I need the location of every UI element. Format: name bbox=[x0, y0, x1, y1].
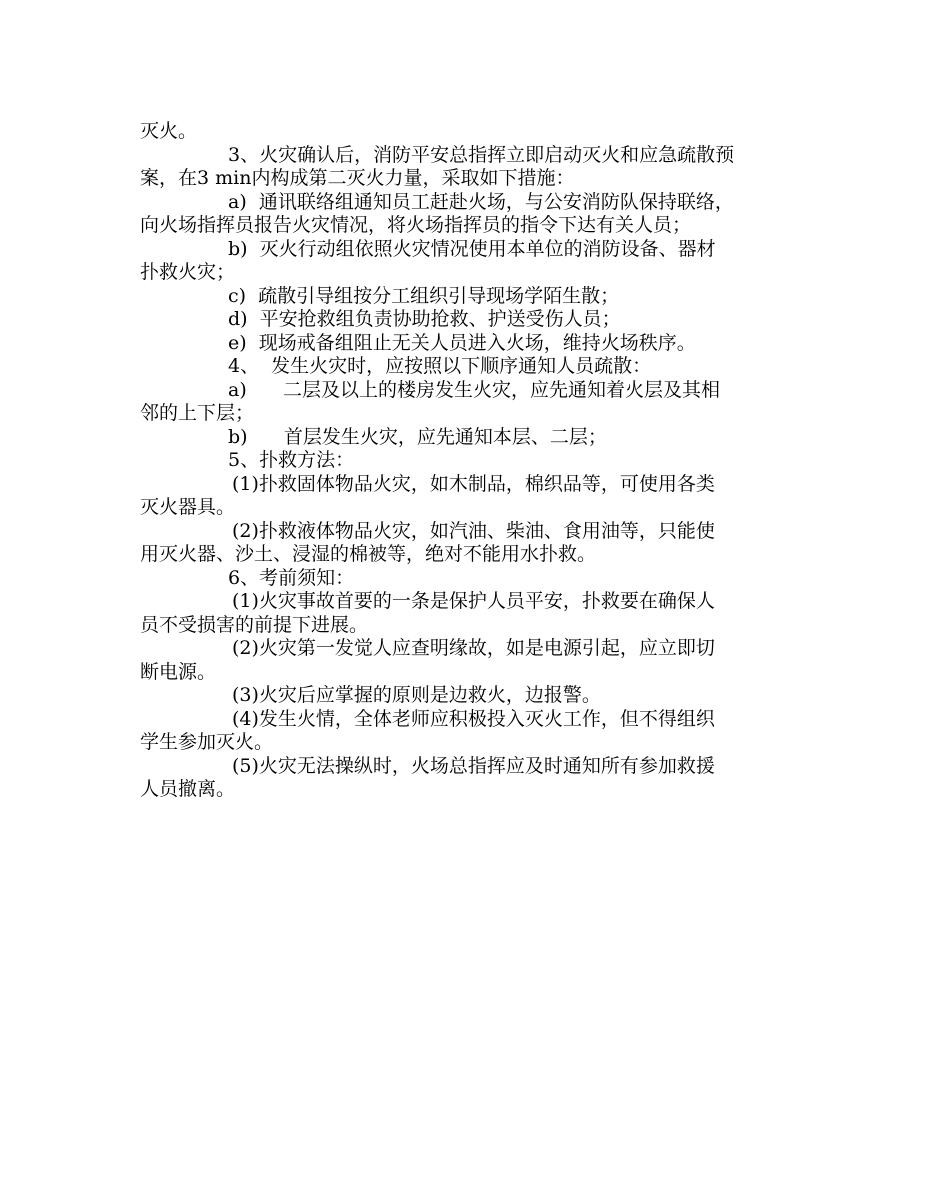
text-line: 向火场指挥员报告火灾情况，将火场指挥员的指令下达有关人员； bbox=[140, 214, 692, 236]
text-line: 灭火器具。 bbox=[140, 496, 236, 518]
document-body bbox=[140, 120, 840, 802]
text-line: 扑救火灾； bbox=[140, 261, 236, 283]
text-line: (2)火灾第一发觉人应查明缘故，如是电源引起，应立即切 bbox=[232, 637, 715, 659]
text-line: (5)火灾无法操纵时，火场总指挥应及时通知所有参加救援 bbox=[232, 754, 715, 777]
text-line: (1)扑救固体物品火灾，如木制品，棉织品等，可使用各类 bbox=[232, 472, 715, 495]
text-line: 6、考前须知： bbox=[228, 566, 355, 589]
text-line: 5、扑救方法： bbox=[228, 449, 355, 471]
text-line: a) 通讯联络组通知员工赶赴火场，与公安消防队保持联络， bbox=[228, 190, 734, 213]
text-line: (2)扑救液体物品火灾，如汽油、柴油、食用油等，只能使 bbox=[232, 519, 715, 542]
text-line: (1)火灾事故首要的一条是保护人员平安，扑救要在确保人 bbox=[232, 590, 715, 612]
text-line: 员不受损害的前提下进展。 bbox=[140, 613, 369, 636]
text-line: 4、 发生火灾时，应按照以下顺序通知人员疏散： bbox=[228, 355, 652, 377]
text-line: c) 疏散引导组按分工组织引导现场学陌生散； bbox=[228, 284, 620, 307]
text-line: 灭火。 bbox=[140, 120, 198, 142]
text-line: (3)火灾后应掌握的原则是边救火，边报警。 bbox=[232, 684, 601, 706]
text-line: 3、火灾确认后，消防平安总指挥立即启动灭火和应急疏散预 bbox=[228, 143, 735, 166]
text-line: (4)发生火情，全体老师应积极投入灭火工作，但不得组织 bbox=[232, 707, 715, 730]
text-line: 邻的上下层； bbox=[140, 402, 255, 424]
text-line: b) 灭火行动组依照火灾情况使用本单位的消防设备、器材 bbox=[228, 237, 716, 260]
text-line: 案，在3 min内构成第二灭火力量，采取如下措施： bbox=[140, 167, 575, 189]
text-line: a) 二层及以上的楼房发生火灾，应先通知着火层及其相 bbox=[228, 378, 720, 401]
text-line: d) 平安抢救组负责协助抢救、护送受伤人员； bbox=[228, 308, 621, 330]
text-line: 断电源。 bbox=[140, 660, 217, 683]
text-line: 人员撤离。 bbox=[140, 778, 236, 800]
text-line: 用灭火器、沙土、浸湿的棉被等，绝对不能用水扑救。 bbox=[140, 543, 597, 565]
text-line: b) 首层发生火灾，应先通知本层、二层； bbox=[228, 425, 607, 448]
text-line: e) 现场戒备组阻止无关人员进入火场，维持火场秩序。 bbox=[228, 331, 696, 354]
text-line: 学生参加灭火。 bbox=[140, 731, 274, 753]
